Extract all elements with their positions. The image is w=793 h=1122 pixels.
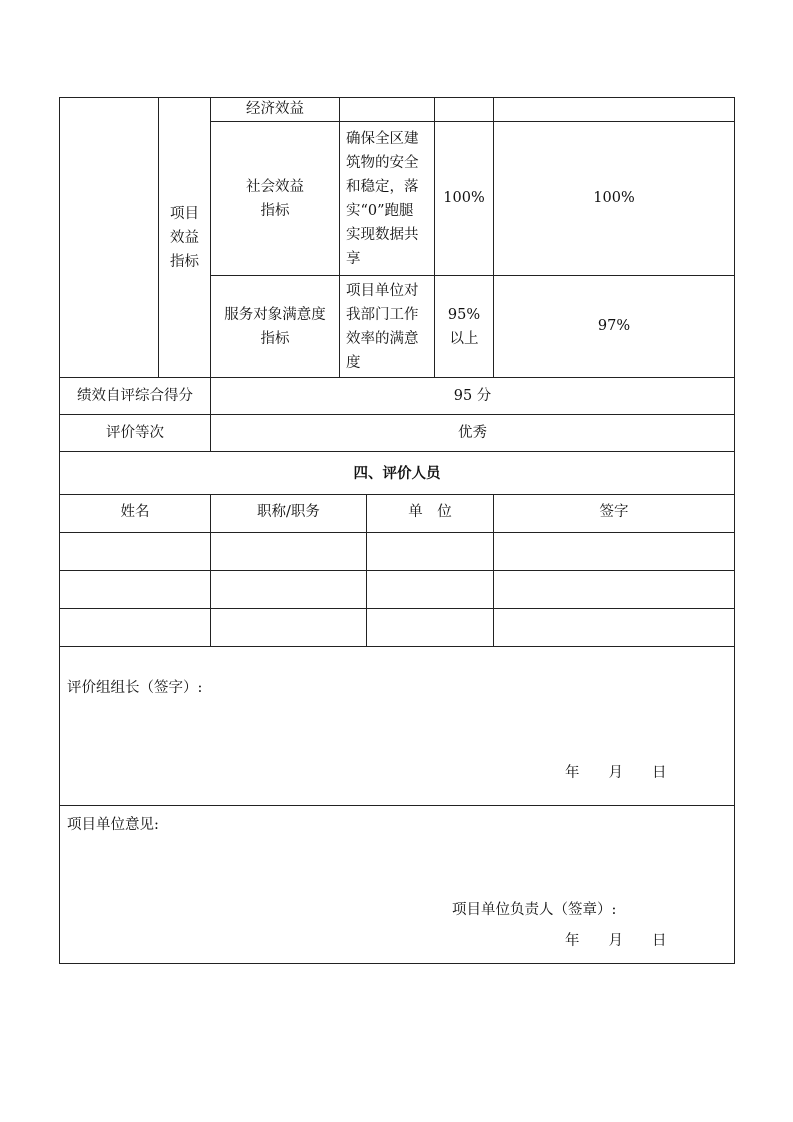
indicator-content: 项目单位对我部门工作效率的满意度 [340, 276, 435, 378]
cell [60, 532, 211, 570]
cell [211, 608, 367, 646]
unit-signer: 项目单位负责人（签章）: [452, 901, 617, 918]
header-signature: 签字 [494, 494, 735, 532]
header-unit: 单 位 [367, 494, 494, 532]
indicator-table [59, 97, 735, 495]
evaluators-table [59, 494, 735, 964]
score-value: 95 分 [211, 378, 735, 415]
unit-box [60, 805, 735, 963]
grade-row [60, 415, 735, 452]
cell [494, 570, 735, 608]
indicator-actual: 100% [494, 122, 735, 276]
cell [494, 532, 735, 570]
cell [211, 532, 367, 570]
header-title: 职称/职务 [211, 494, 367, 532]
indicator-name: 经济效益 [211, 98, 340, 122]
section-title: 四、评价人员 [60, 452, 735, 495]
grade-value: 优秀 [211, 415, 735, 452]
unit-label: 项目单位意见: [67, 816, 159, 833]
cell [211, 570, 367, 608]
indicator-content: 确保全区建筑物的安全和稳定，落实“0”跑腿实现数据共享 [340, 122, 435, 276]
indicator-actual [494, 98, 735, 122]
indicator-target [435, 98, 494, 122]
indicator-content [340, 98, 435, 122]
empty-cell [60, 98, 159, 378]
section-heading-row [60, 452, 735, 495]
leader-box [60, 646, 735, 805]
indicator-actual: 97% [494, 276, 735, 378]
indicator-name: 社会效益指标 [211, 122, 340, 276]
cell [494, 608, 735, 646]
indicator-target: 95%以上 [435, 276, 494, 378]
indicator-name: 服务对象满意度指标 [211, 276, 340, 378]
score-label: 绩效自评综合得分 [60, 378, 211, 415]
score-row [60, 378, 735, 415]
table-row [60, 532, 735, 570]
cell [367, 608, 494, 646]
unit-row [60, 805, 735, 963]
cell [367, 532, 494, 570]
leader-label: 评价组组长（签字）: [67, 679, 203, 696]
table-row [60, 570, 735, 608]
table-row [60, 98, 735, 122]
group-label: 项目效益指标 [159, 98, 211, 378]
grade-label: 评价等次 [60, 415, 211, 452]
table-row [60, 608, 735, 646]
leader-row [60, 646, 735, 805]
leader-date: 年 月 日 [565, 764, 667, 781]
cell [60, 570, 211, 608]
header-row [60, 494, 735, 532]
cell [60, 608, 211, 646]
header-name: 姓名 [60, 494, 211, 532]
unit-date: 年 月 日 [565, 932, 667, 949]
indicator-target: 100% [435, 122, 494, 276]
cell [367, 570, 494, 608]
